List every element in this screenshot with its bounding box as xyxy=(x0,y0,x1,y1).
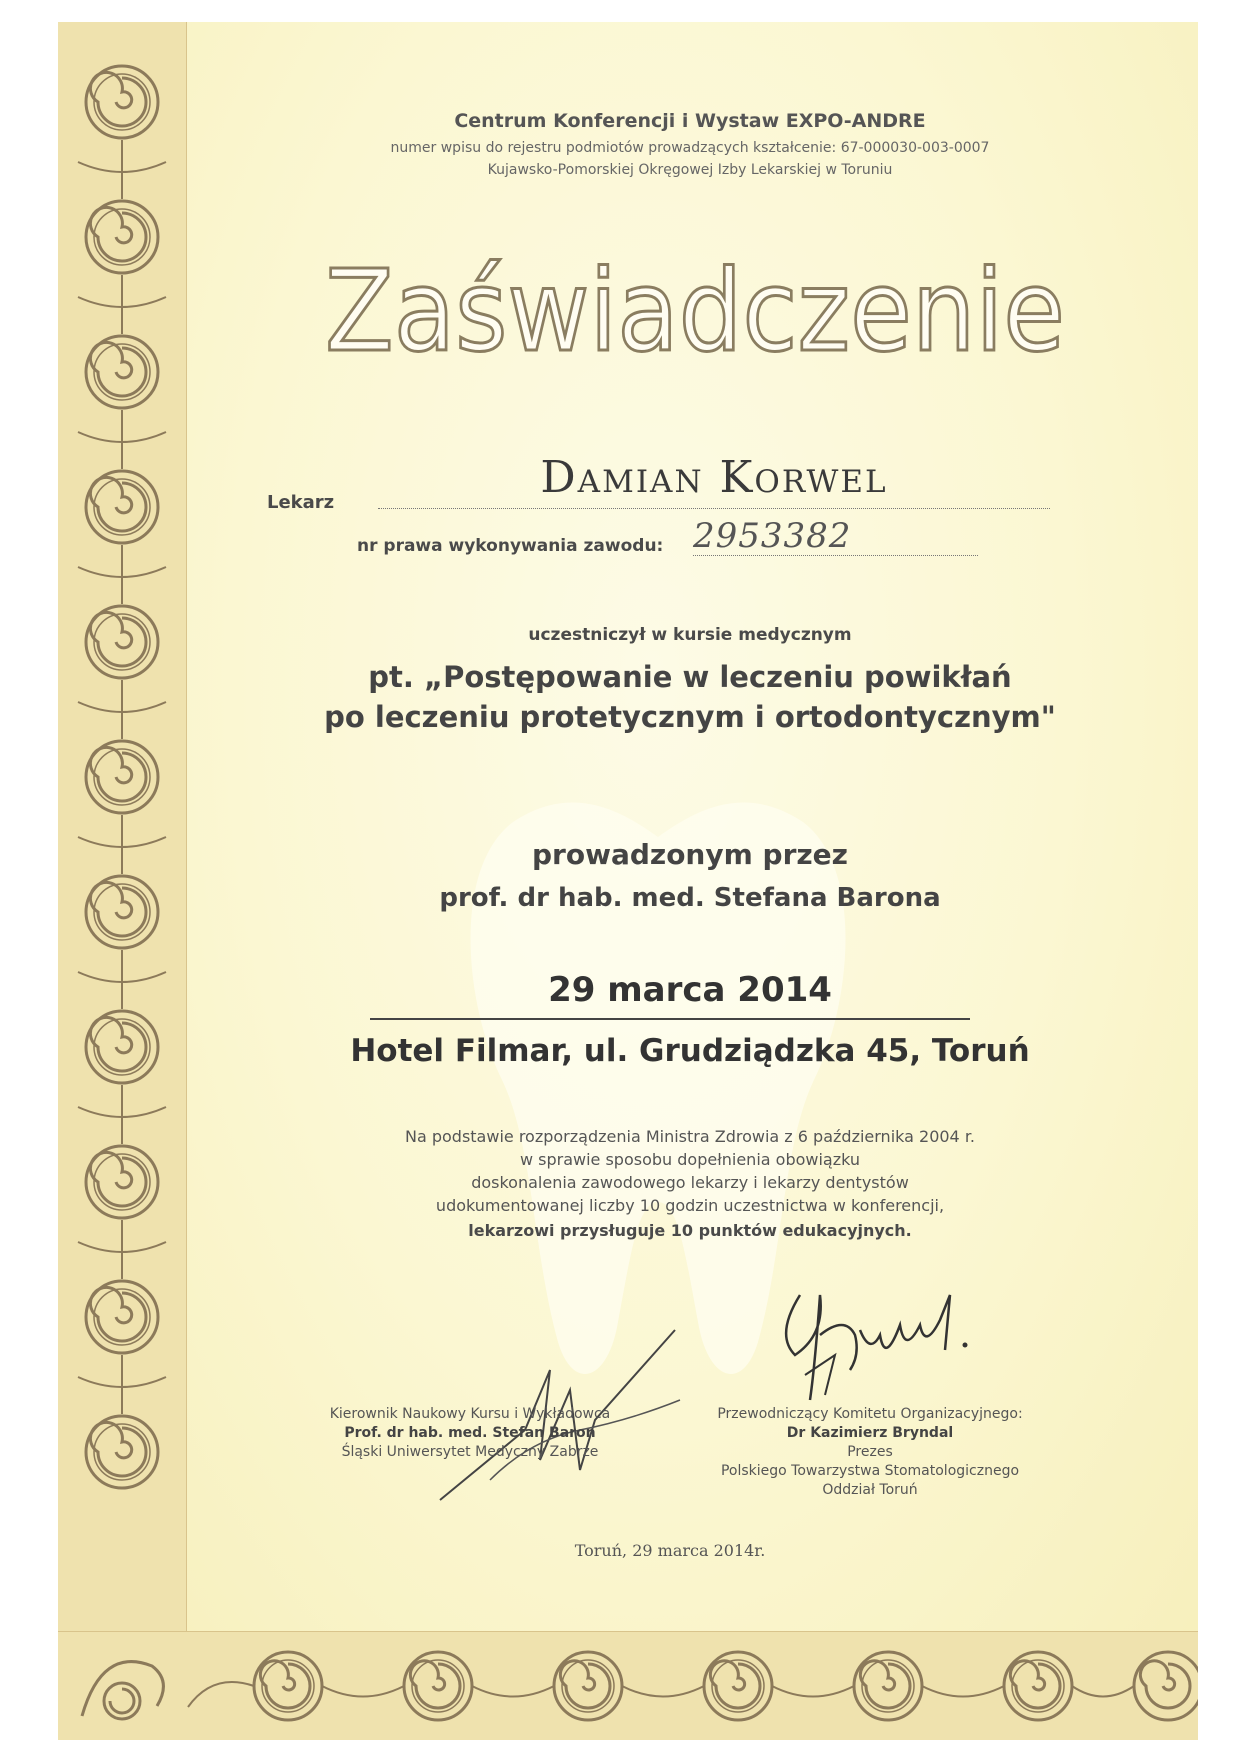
license-label: nr prawa wykonywania zawodu: xyxy=(357,536,664,556)
left-signer-affiliation: Śląski Uniwersytet Medyczny Zabrze xyxy=(341,1444,599,1460)
left-signer-name: Prof. dr hab. med. Stefan Baron xyxy=(344,1425,596,1441)
regulation-line-4: udokumentowanej liczby 10 godzin uczestnictwa w konferencji, xyxy=(435,1196,945,1215)
left-signer-role: Kierownik Naukowy Kursu i Wykładowca xyxy=(329,1406,611,1422)
medical-chamber-line: Kujawsko-Pomorskiej Okręgowej Izby Lekarskiej w Toruniu xyxy=(487,162,893,178)
certificate-title xyxy=(310,238,1080,388)
education-points-line: lekarzowi przysługuje 10 punktów edukacyjnych. xyxy=(468,1221,912,1240)
left-ornamental-border xyxy=(58,22,187,1740)
course-title-line-1: pt. „Postępowanie w leczeniu powikłań xyxy=(368,660,1012,694)
regulation-line-3: doskonalenia zawodowego lekarzy i lekarzy dentystów xyxy=(471,1173,909,1192)
certificate-title-text: Zaświadczenie xyxy=(325,247,1065,377)
right-signature-block xyxy=(690,1405,1050,1500)
date-underline xyxy=(370,1018,970,1020)
regulation-line-2: w sprawie sposobu dopełnienia obowiązku xyxy=(519,1150,861,1169)
place-and-date-footer: Toruń, 29 marca 2014r. xyxy=(574,1541,766,1560)
license-number: 2953382 xyxy=(693,516,852,556)
bottom-ornamental-border xyxy=(58,1631,1198,1740)
spiral-border-icon xyxy=(58,22,186,1740)
right-handwritten-signature xyxy=(765,1275,995,1405)
organization-name: Centrum Konferencji i Wystaw EXPO-ANDRE xyxy=(454,110,926,132)
right-signer-society: Polskiego Towarzystwa Stomatologicznego xyxy=(720,1463,1020,1479)
right-signer-position: Prezes xyxy=(847,1444,893,1460)
name-dotted-line xyxy=(378,508,1050,509)
recipient-name: Damian Korwel xyxy=(540,452,888,503)
participation-text: uczestniczył w kursie medycznym xyxy=(528,625,852,645)
course-location: Hotel Filmar, ul. Grudziądzka 45, Toruń xyxy=(350,1033,1030,1069)
lecturer-name: prof. dr hab. med. Stefana Barona xyxy=(439,883,941,913)
led-by-label: prowadzonym przez xyxy=(532,838,848,871)
doctor-label: Lekarz xyxy=(267,492,335,513)
left-signature-block xyxy=(300,1405,640,1462)
right-signer-branch: Oddział Toruń xyxy=(822,1482,918,1498)
course-title-line-2: po leczeniu protetycznym i ortodontycznym" xyxy=(324,700,1056,734)
right-signer-role: Przewodniczący Komitetu Organizacyjnego: xyxy=(717,1406,1023,1422)
license-dotted-line xyxy=(693,555,978,556)
spiral-border-icon xyxy=(58,1632,1198,1740)
course-date: 29 marca 2014 xyxy=(548,970,832,1010)
right-signer-name: Dr Kazimierz Bryndal xyxy=(786,1425,954,1441)
regulation-line-1: Na podstawie rozporządzenia Ministra Zdrowia z 6 października 2004 r. xyxy=(404,1127,976,1146)
registry-number-line: numer wpisu do rejestru podmiotów prowadzących kształcenie: 67-000030-003-0007 xyxy=(390,140,990,156)
